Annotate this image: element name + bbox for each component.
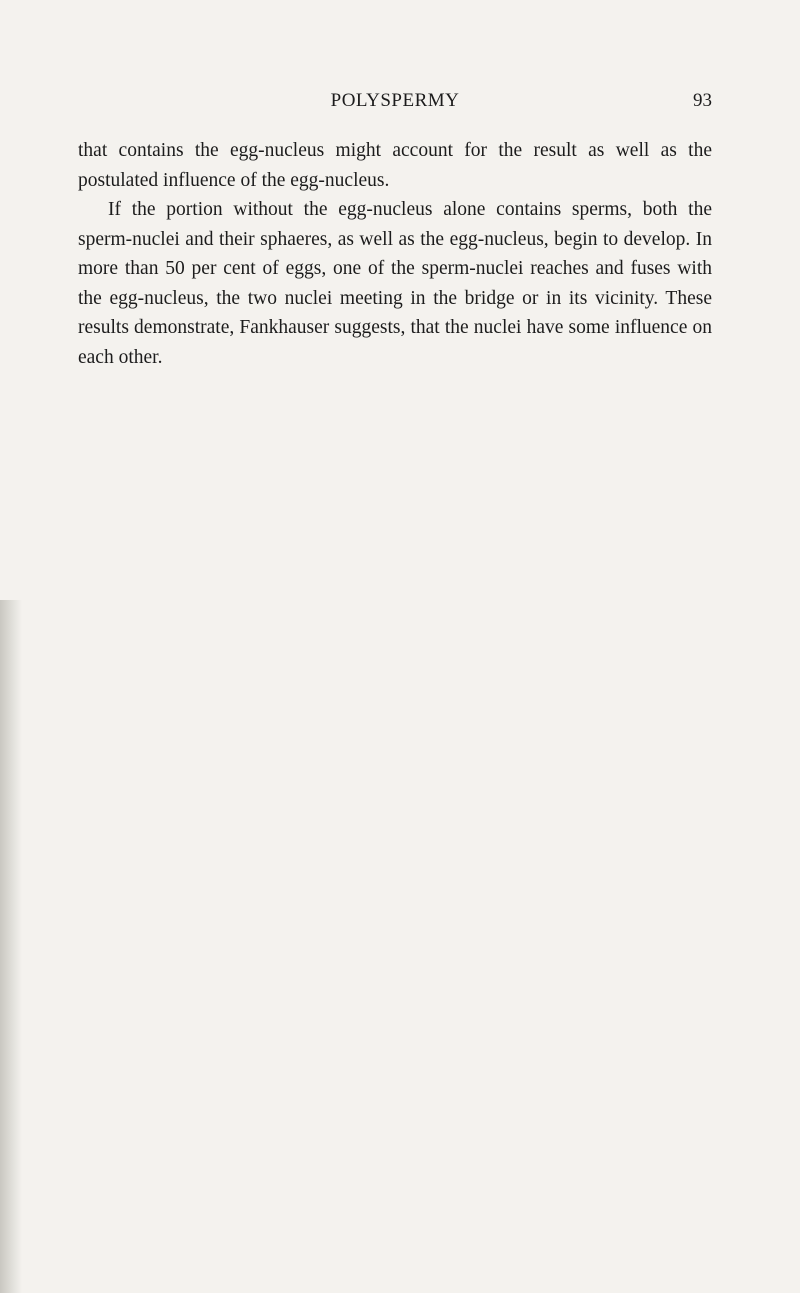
page-edge-shadow	[0, 600, 22, 1293]
running-head: POLYSPERMY	[330, 90, 460, 111]
page-header	[78, 90, 712, 116]
paragraph-continuation: that contains the egg-nucleus might account for the result as well as the postulated influence of the egg-nucleus.	[78, 140, 712, 191]
page-number: 93	[693, 90, 712, 111]
body-text	[78, 136, 712, 372]
paragraph: If the portion without the egg-nucleus alone contains sperms, both the sperm-nuclei and their sphaeres, as well as the egg-nucleus, begin to develop. In more than 50 per cent of eggs, one of the sperm-nuclei reaches and fuses with the egg-nucleus, the two nuclei meeting in the bridge or in its vicinity. These results demonstrate, Fankhauser suggests, that the nuclei have some influence on each other.	[78, 199, 712, 368]
